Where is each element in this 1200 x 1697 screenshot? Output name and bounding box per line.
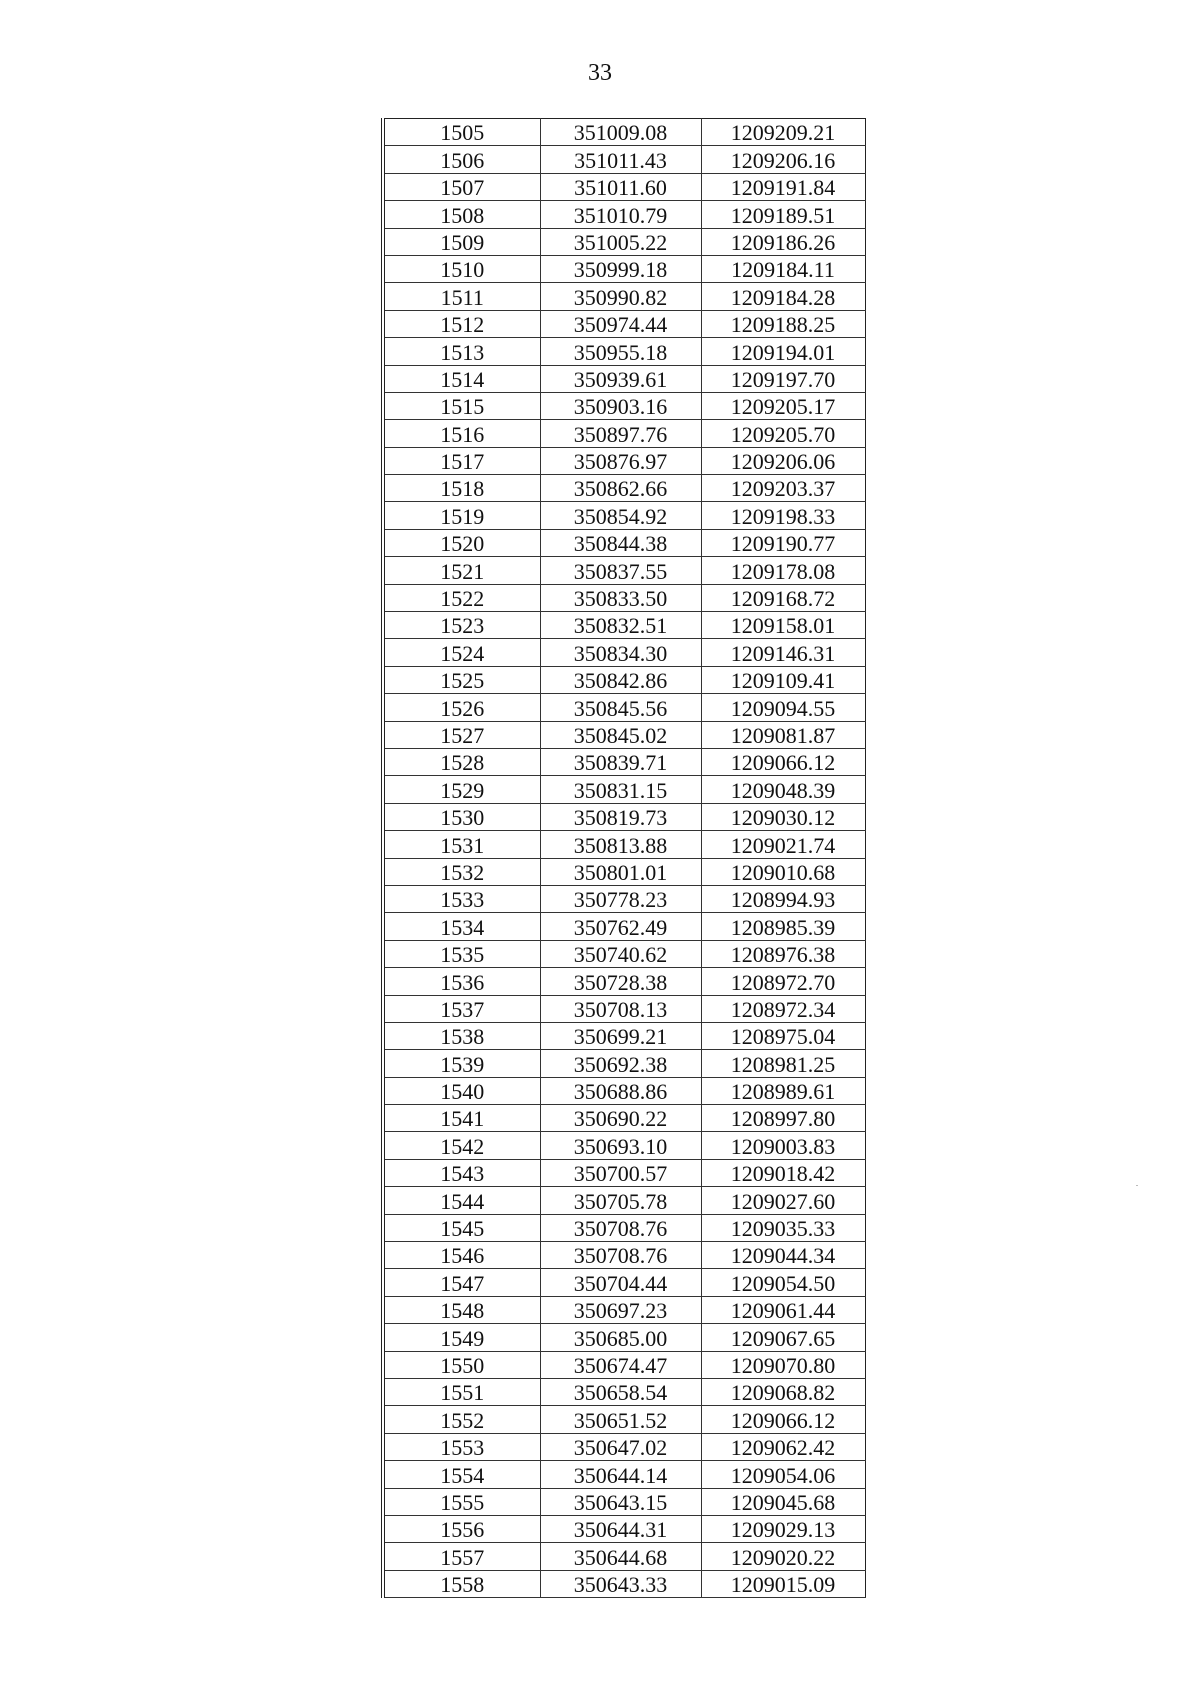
point-number-cell: 1534 — [383, 913, 540, 940]
point-number-cell: 1552 — [383, 1406, 540, 1433]
table-row — [383, 146, 865, 173]
y-coordinate-cell: 1209054.50 — [701, 1269, 865, 1296]
table-row — [383, 913, 865, 940]
table-row — [383, 1543, 865, 1570]
point-number-cell: 1511 — [383, 283, 540, 310]
point-number-cell: 1550 — [383, 1351, 540, 1378]
point-number-cell: 1507 — [383, 173, 540, 200]
table-row — [383, 529, 865, 556]
point-number-cell: 1537 — [383, 995, 540, 1022]
x-coordinate-cell: 350708.76 — [540, 1214, 701, 1241]
y-coordinate-cell: 1209184.28 — [701, 283, 865, 310]
x-coordinate-cell: 350651.52 — [540, 1406, 701, 1433]
y-coordinate-cell: 1209068.82 — [701, 1378, 865, 1405]
x-coordinate-cell: 350833.50 — [540, 584, 701, 611]
x-coordinate-cell: 350762.49 — [540, 913, 701, 940]
point-number-cell: 1528 — [383, 748, 540, 775]
point-number-cell: 1554 — [383, 1461, 540, 1488]
x-coordinate-cell: 350837.55 — [540, 557, 701, 584]
x-coordinate-cell: 350955.18 — [540, 338, 701, 365]
x-coordinate-cell: 350674.47 — [540, 1351, 701, 1378]
y-coordinate-cell: 1209191.84 — [701, 173, 865, 200]
table-row — [383, 1488, 865, 1515]
table-row — [383, 584, 865, 611]
x-coordinate-cell: 351011.43 — [540, 146, 701, 173]
y-coordinate-cell: 1208975.04 — [701, 1022, 865, 1049]
x-coordinate-cell: 350903.16 — [540, 392, 701, 419]
x-coordinate-cell: 350690.22 — [540, 1105, 701, 1132]
y-coordinate-cell: 1208994.93 — [701, 885, 865, 912]
x-coordinate-cell: 350700.57 — [540, 1159, 701, 1186]
point-number-cell: 1509 — [383, 228, 540, 255]
table-row — [383, 858, 865, 885]
x-coordinate-cell: 350897.76 — [540, 420, 701, 447]
table-row — [383, 502, 865, 529]
y-coordinate-cell: 1208997.80 — [701, 1105, 865, 1132]
point-number-cell: 1532 — [383, 858, 540, 885]
point-number-cell: 1533 — [383, 885, 540, 912]
y-coordinate-cell: 1209109.41 — [701, 666, 865, 693]
table-row — [383, 447, 865, 474]
table-row — [383, 776, 865, 803]
y-coordinate-cell: 1209067.65 — [701, 1324, 865, 1351]
coordinates-table — [381, 118, 866, 1598]
table-row — [383, 803, 865, 830]
table-row — [383, 940, 865, 967]
point-number-cell: 1525 — [383, 666, 540, 693]
point-number-cell: 1553 — [383, 1433, 540, 1460]
table-row — [383, 173, 865, 200]
point-number-cell: 1521 — [383, 557, 540, 584]
y-coordinate-cell: 1209206.06 — [701, 447, 865, 474]
y-coordinate-cell: 1209021.74 — [701, 831, 865, 858]
table-row — [383, 1406, 865, 1433]
y-coordinate-cell: 1209203.37 — [701, 475, 865, 502]
point-number-cell: 1541 — [383, 1105, 540, 1132]
y-coordinate-cell: 1209206.16 — [701, 146, 865, 173]
point-number-cell: 1536 — [383, 968, 540, 995]
point-number-cell: 1539 — [383, 1050, 540, 1077]
y-coordinate-cell: 1209190.77 — [701, 529, 865, 556]
point-number-cell: 1540 — [383, 1077, 540, 1104]
y-coordinate-cell: 1209066.12 — [701, 748, 865, 775]
table-row — [383, 201, 865, 228]
x-coordinate-cell: 350647.02 — [540, 1433, 701, 1460]
point-number-cell: 1513 — [383, 338, 540, 365]
point-number-cell: 1505 — [383, 119, 540, 146]
y-coordinate-cell: 1209184.11 — [701, 255, 865, 282]
table-row — [383, 1269, 865, 1296]
point-number-cell: 1524 — [383, 639, 540, 666]
x-coordinate-cell: 350658.54 — [540, 1378, 701, 1405]
x-coordinate-cell: 350644.68 — [540, 1543, 701, 1570]
y-coordinate-cell: 1208985.39 — [701, 913, 865, 940]
x-coordinate-cell: 350801.01 — [540, 858, 701, 885]
point-number-cell: 1519 — [383, 502, 540, 529]
y-coordinate-cell: 1209186.26 — [701, 228, 865, 255]
x-coordinate-cell: 350692.38 — [540, 1050, 701, 1077]
point-number-cell: 1515 — [383, 392, 540, 419]
y-coordinate-cell: 1209205.70 — [701, 420, 865, 447]
x-coordinate-cell: 350834.30 — [540, 639, 701, 666]
point-number-cell: 1527 — [383, 721, 540, 748]
x-coordinate-cell: 350740.62 — [540, 940, 701, 967]
y-coordinate-cell: 1209189.51 — [701, 201, 865, 228]
table-row — [383, 1159, 865, 1186]
point-number-cell: 1548 — [383, 1296, 540, 1323]
y-coordinate-cell: 1209094.55 — [701, 694, 865, 721]
y-coordinate-cell: 1208972.34 — [701, 995, 865, 1022]
x-coordinate-cell: 350819.73 — [540, 803, 701, 830]
point-number-cell: 1512 — [383, 310, 540, 337]
y-coordinate-cell: 1209070.80 — [701, 1351, 865, 1378]
y-coordinate-cell: 1209061.44 — [701, 1296, 865, 1323]
x-coordinate-cell: 350693.10 — [540, 1132, 701, 1159]
point-number-cell: 1518 — [383, 475, 540, 502]
table-row — [383, 119, 865, 146]
table-row — [383, 1132, 865, 1159]
x-coordinate-cell: 351005.22 — [540, 228, 701, 255]
y-coordinate-cell: 1209027.60 — [701, 1187, 865, 1214]
y-coordinate-cell: 1209194.01 — [701, 338, 865, 365]
table-row — [383, 995, 865, 1022]
y-coordinate-cell: 1208989.61 — [701, 1077, 865, 1104]
x-coordinate-cell: 350705.78 — [540, 1187, 701, 1214]
table-row — [383, 1187, 865, 1214]
table-row — [383, 475, 865, 502]
point-number-cell: 1551 — [383, 1378, 540, 1405]
table-row — [383, 748, 865, 775]
y-coordinate-cell: 1209054.06 — [701, 1461, 865, 1488]
point-number-cell: 1543 — [383, 1159, 540, 1186]
table-row — [383, 1378, 865, 1405]
y-coordinate-cell: 1209020.22 — [701, 1543, 865, 1570]
table-row — [383, 721, 865, 748]
x-coordinate-cell: 350813.88 — [540, 831, 701, 858]
x-coordinate-cell: 351010.79 — [540, 201, 701, 228]
x-coordinate-cell: 350643.33 — [540, 1570, 701, 1597]
y-coordinate-cell: 1209018.42 — [701, 1159, 865, 1186]
x-coordinate-cell: 350862.66 — [540, 475, 701, 502]
table-row — [383, 612, 865, 639]
table-row — [383, 1515, 865, 1542]
x-coordinate-cell: 350643.15 — [540, 1488, 701, 1515]
x-coordinate-cell: 350728.38 — [540, 968, 701, 995]
table-row — [383, 365, 865, 392]
x-coordinate-cell: 350854.92 — [540, 502, 701, 529]
x-coordinate-cell: 350832.51 — [540, 612, 701, 639]
x-coordinate-cell: 350708.13 — [540, 995, 701, 1022]
table-row — [383, 1351, 865, 1378]
x-coordinate-cell: 350778.23 — [540, 885, 701, 912]
y-coordinate-cell: 1209010.68 — [701, 858, 865, 885]
point-number-cell: 1556 — [383, 1515, 540, 1542]
table-row — [383, 831, 865, 858]
x-coordinate-cell: 350644.31 — [540, 1515, 701, 1542]
y-coordinate-cell: 1209029.13 — [701, 1515, 865, 1542]
point-number-cell: 1555 — [383, 1488, 540, 1515]
x-coordinate-cell: 350699.21 — [540, 1022, 701, 1049]
point-number-cell: 1520 — [383, 529, 540, 556]
table-row — [383, 639, 865, 666]
y-coordinate-cell: 1209048.39 — [701, 776, 865, 803]
x-coordinate-cell: 350704.44 — [540, 1269, 701, 1296]
y-coordinate-cell: 1209030.12 — [701, 803, 865, 830]
y-coordinate-cell: 1208972.70 — [701, 968, 865, 995]
x-coordinate-cell: 350644.14 — [540, 1461, 701, 1488]
y-coordinate-cell: 1209044.34 — [701, 1242, 865, 1269]
table-row — [383, 1570, 865, 1597]
y-coordinate-cell: 1209015.09 — [701, 1570, 865, 1597]
table-row — [383, 1433, 865, 1460]
table-row — [383, 283, 865, 310]
point-number-cell: 1544 — [383, 1187, 540, 1214]
x-coordinate-cell: 351011.60 — [540, 173, 701, 200]
table-row — [383, 420, 865, 447]
x-coordinate-cell: 350876.97 — [540, 447, 701, 474]
table-row — [383, 1296, 865, 1323]
point-number-cell: 1538 — [383, 1022, 540, 1049]
point-number-cell: 1557 — [383, 1543, 540, 1570]
table-row — [383, 1242, 865, 1269]
point-number-cell: 1546 — [383, 1242, 540, 1269]
point-number-cell: 1547 — [383, 1269, 540, 1296]
y-coordinate-cell: 1209081.87 — [701, 721, 865, 748]
table-row — [383, 557, 865, 584]
table-row — [383, 694, 865, 721]
x-coordinate-cell: 350844.38 — [540, 529, 701, 556]
table-row — [383, 228, 865, 255]
point-number-cell: 1545 — [383, 1214, 540, 1241]
x-coordinate-cell: 350697.23 — [540, 1296, 701, 1323]
x-coordinate-cell: 350990.82 — [540, 283, 701, 310]
x-coordinate-cell: 350939.61 — [540, 365, 701, 392]
table-row — [383, 885, 865, 912]
y-coordinate-cell: 1209198.33 — [701, 502, 865, 529]
y-coordinate-cell: 1208981.25 — [701, 1050, 865, 1077]
y-coordinate-cell: 1209168.72 — [701, 584, 865, 611]
table-row — [383, 666, 865, 693]
table-row — [383, 255, 865, 282]
table-row — [383, 1324, 865, 1351]
point-number-cell: 1516 — [383, 420, 540, 447]
table-row — [383, 310, 865, 337]
point-number-cell: 1506 — [383, 146, 540, 173]
table-row — [383, 1214, 865, 1241]
x-coordinate-cell: 350845.02 — [540, 721, 701, 748]
point-number-cell: 1523 — [383, 612, 540, 639]
point-number-cell: 1531 — [383, 831, 540, 858]
y-coordinate-cell: 1209178.08 — [701, 557, 865, 584]
y-coordinate-cell: 1209003.83 — [701, 1132, 865, 1159]
table-row — [383, 1022, 865, 1049]
x-coordinate-cell: 350688.86 — [540, 1077, 701, 1104]
table-row — [383, 1077, 865, 1104]
point-number-cell: 1522 — [383, 584, 540, 611]
x-coordinate-cell: 350845.56 — [540, 694, 701, 721]
y-coordinate-cell: 1209188.25 — [701, 310, 865, 337]
x-coordinate-cell: 350842.86 — [540, 666, 701, 693]
point-number-cell: 1508 — [383, 201, 540, 228]
y-coordinate-cell: 1209062.42 — [701, 1433, 865, 1460]
point-number-cell: 1510 — [383, 255, 540, 282]
point-number-cell: 1529 — [383, 776, 540, 803]
y-coordinate-cell: 1209066.12 — [701, 1406, 865, 1433]
coordinates-table-body — [383, 119, 865, 1598]
y-coordinate-cell: 1209209.21 — [701, 119, 865, 146]
point-number-cell: 1526 — [383, 694, 540, 721]
point-number-cell: 1517 — [383, 447, 540, 474]
table-row — [383, 968, 865, 995]
table-row — [383, 392, 865, 419]
x-coordinate-cell: 351009.08 — [540, 119, 701, 146]
page-number: 33 — [588, 60, 612, 86]
table-row — [383, 338, 865, 365]
x-coordinate-cell: 350839.71 — [540, 748, 701, 775]
table-row — [383, 1461, 865, 1488]
point-number-cell: 1558 — [383, 1570, 540, 1597]
y-coordinate-cell: 1209146.31 — [701, 639, 865, 666]
table-row — [383, 1050, 865, 1077]
x-coordinate-cell: 350685.00 — [540, 1324, 701, 1351]
point-number-cell: 1535 — [383, 940, 540, 967]
x-coordinate-cell: 350999.18 — [540, 255, 701, 282]
point-number-cell: 1549 — [383, 1324, 540, 1351]
point-number-cell: 1542 — [383, 1132, 540, 1159]
y-coordinate-cell: 1209197.70 — [701, 365, 865, 392]
table-row — [383, 1105, 865, 1132]
y-coordinate-cell: 1209158.01 — [701, 612, 865, 639]
y-coordinate-cell: 1209035.33 — [701, 1214, 865, 1241]
y-coordinate-cell: 1208976.38 — [701, 940, 865, 967]
x-coordinate-cell: 350708.76 — [540, 1242, 701, 1269]
x-coordinate-cell: 350974.44 — [540, 310, 701, 337]
x-coordinate-cell: 350831.15 — [540, 776, 701, 803]
point-number-cell: 1530 — [383, 803, 540, 830]
y-coordinate-cell: 1209205.17 — [701, 392, 865, 419]
y-coordinate-cell: 1209045.68 — [701, 1488, 865, 1515]
point-number-cell: 1514 — [383, 365, 540, 392]
scan-speck — [1136, 1185, 1138, 1186]
